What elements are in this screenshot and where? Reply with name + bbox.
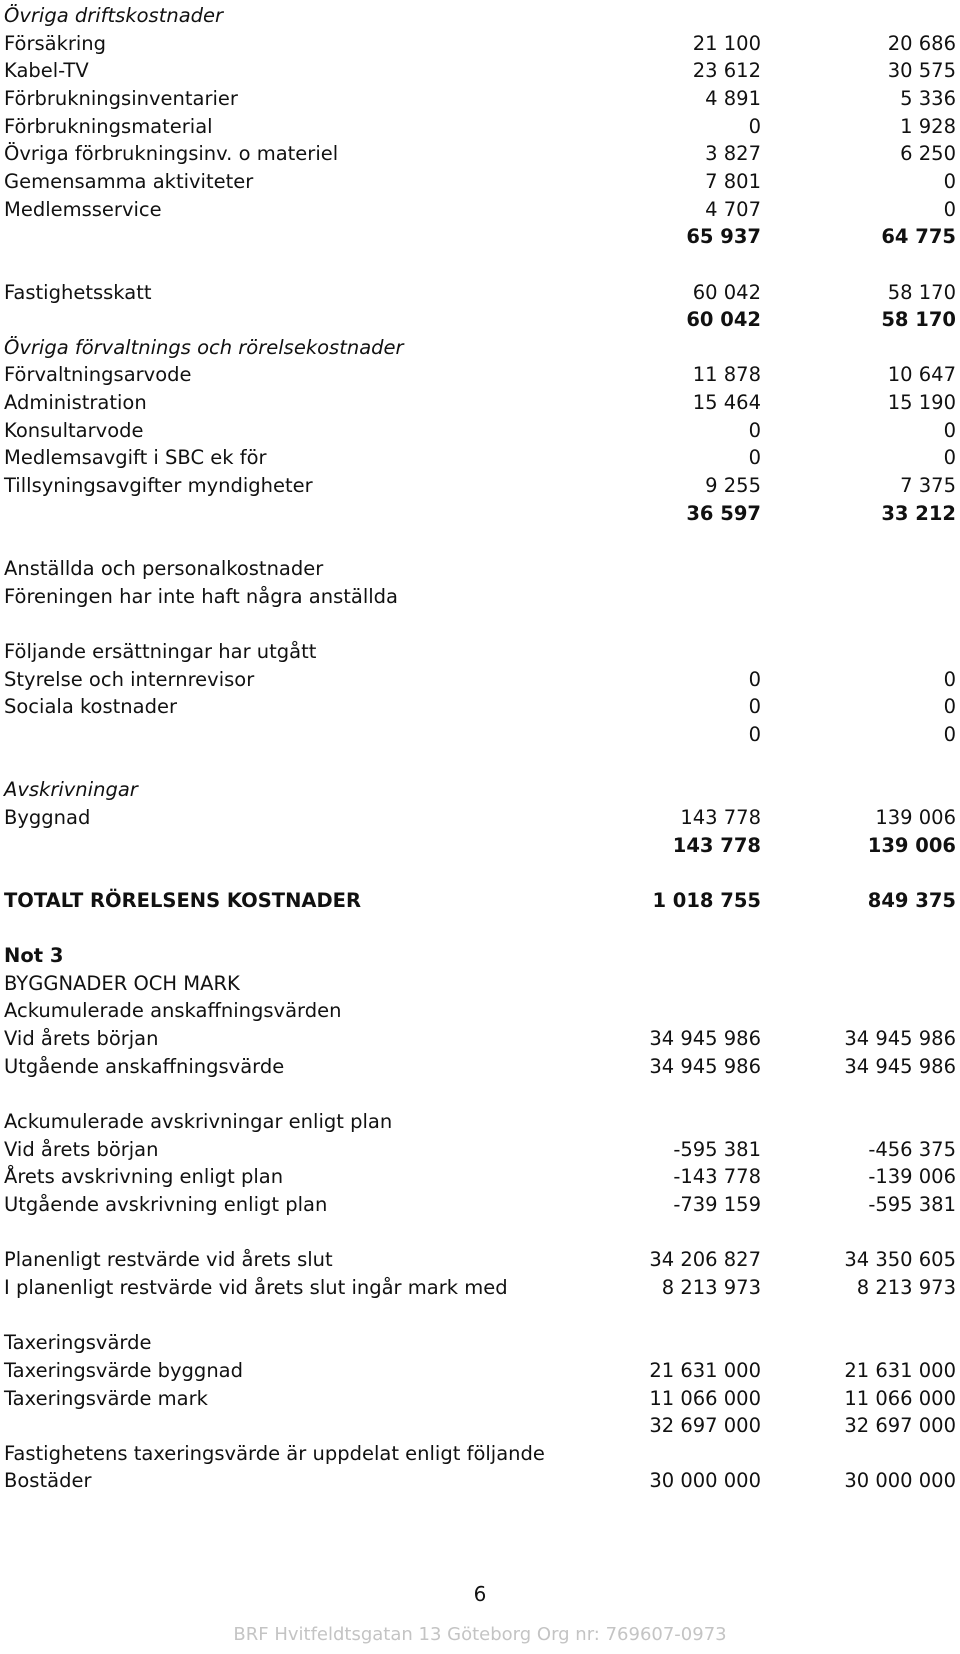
table-row xyxy=(4,803,960,832)
row-label: Sociala kostnader xyxy=(4,695,177,719)
value-current-year: 34 945 986 xyxy=(649,1054,761,1078)
value-previous-year: 0 xyxy=(943,418,956,442)
row-label: Fastighetsskatt xyxy=(4,280,152,304)
table-row xyxy=(4,1384,960,1413)
table-row xyxy=(4,969,960,998)
row-label: Administration xyxy=(4,391,147,415)
row-label: Förbrukningsinventarier xyxy=(4,86,238,110)
row-label: Anställda och personalkostnader xyxy=(4,557,324,580)
table-row xyxy=(4,748,960,777)
value-previous-year: 0 xyxy=(943,169,956,193)
table-row xyxy=(4,941,960,970)
row-label: Byggnad xyxy=(4,805,91,829)
table-row xyxy=(4,913,960,942)
table-row xyxy=(4,1411,960,1440)
value-previous-year: 30 000 000 xyxy=(844,1469,956,1493)
row-label: Tillsyningsavgifter myndigheter xyxy=(4,474,313,497)
row-label: Not 3 xyxy=(4,944,64,968)
table-row xyxy=(4,305,960,334)
table-row xyxy=(4,471,960,500)
table-row xyxy=(4,692,960,721)
row-label: Fastighetens taxeringsvärde är uppdelat enligt följande xyxy=(4,1441,545,1465)
row-label: Vid årets början xyxy=(4,1027,159,1050)
value-current-year: 21 631 000 xyxy=(649,1358,761,1382)
value-previous-year: -139 006 xyxy=(868,1165,956,1189)
value-previous-year: 32 697 000 xyxy=(844,1414,956,1438)
table-row xyxy=(4,609,960,638)
value-current-year: 7 801 xyxy=(705,169,761,193)
value-previous-year: 34 945 986 xyxy=(844,1027,956,1050)
value-current-year: 143 778 xyxy=(672,833,761,857)
table-row xyxy=(4,222,960,251)
value-current-year: 0 xyxy=(748,695,761,719)
value-previous-year: 0 xyxy=(943,667,956,691)
table-row xyxy=(4,333,960,362)
row-label: Följande ersättningar har utgått xyxy=(4,639,317,663)
row-label: Taxeringsvärde xyxy=(4,1331,152,1355)
table-row xyxy=(4,1328,960,1357)
value-current-year: 11 878 xyxy=(692,363,761,387)
value-previous-year: 30 575 xyxy=(887,59,956,83)
table-row xyxy=(4,167,960,196)
table-row xyxy=(4,1218,960,1247)
value-previous-year: 34 945 986 xyxy=(844,1054,956,1078)
table-row xyxy=(4,278,960,307)
table-row xyxy=(4,886,960,915)
value-previous-year: 7 375 xyxy=(900,474,956,497)
table-row xyxy=(4,665,960,694)
page-footer: BRF Hvitfeldtsgatan 13 Göteborg Org nr: 769607-0973 xyxy=(233,1624,727,1645)
row-label: Vid årets början xyxy=(4,1137,159,1161)
table-row xyxy=(4,858,960,887)
value-previous-year: 34 350 605 xyxy=(844,1248,956,1272)
value-previous-year: 0 xyxy=(943,722,956,746)
row-label: Ackumulerade anskaffningsvärden xyxy=(4,999,342,1023)
row-label: I planenligt restvärde vid årets slut ingår mark med xyxy=(4,1275,508,1299)
value-previous-year: 139 006 xyxy=(875,805,956,829)
row-label: Kabel-TV xyxy=(4,59,89,83)
value-current-year: 32 697 000 xyxy=(649,1414,761,1438)
page-number: 6 xyxy=(473,1582,487,1606)
table-row xyxy=(4,1024,960,1053)
table-row xyxy=(4,388,960,417)
table-row xyxy=(4,360,960,389)
row-label: Förvaltningsarvode xyxy=(4,363,192,387)
value-previous-year: 1 928 xyxy=(900,114,956,138)
row-label: Bostäder xyxy=(4,1469,92,1493)
value-previous-year: 64 775 xyxy=(881,225,956,249)
row-label: Försäkring xyxy=(4,31,107,55)
value-current-year: 0 xyxy=(748,722,761,746)
row-label: Taxeringsvärde byggnad xyxy=(4,1358,243,1382)
row-label: TOTALT RÖRELSENS KOSTNADER xyxy=(4,888,362,912)
value-current-year: 0 xyxy=(748,418,761,442)
table-row xyxy=(4,1162,960,1191)
value-current-year: 4 707 xyxy=(705,197,761,221)
value-current-year: 1 018 755 xyxy=(652,888,761,912)
row-label: Årets avskrivning enligt plan xyxy=(4,1165,284,1189)
value-current-year: 23 612 xyxy=(692,59,761,83)
value-previous-year: 15 190 xyxy=(887,391,956,415)
row-label: Övriga förvaltnings och rörelsekostnader xyxy=(4,335,404,359)
value-previous-year: 11 066 000 xyxy=(844,1386,956,1410)
table-row xyxy=(4,831,960,860)
value-current-year: 3 827 xyxy=(705,142,761,166)
table-row xyxy=(4,1356,960,1385)
value-current-year: 11 066 000 xyxy=(649,1386,761,1410)
value-current-year: 60 042 xyxy=(686,308,761,332)
table-row xyxy=(4,443,960,472)
table-row xyxy=(4,84,960,113)
table-row xyxy=(4,554,960,583)
table-row xyxy=(4,1245,960,1274)
table-row xyxy=(4,195,960,224)
value-previous-year: 0 xyxy=(943,197,956,221)
value-current-year: 4 891 xyxy=(705,86,761,110)
value-current-year: 0 xyxy=(748,114,761,138)
value-current-year: 30 000 000 xyxy=(649,1469,761,1493)
value-previous-year: 21 631 000 xyxy=(844,1358,956,1382)
table-row xyxy=(4,1107,960,1136)
value-previous-year: 139 006 xyxy=(867,833,956,857)
value-current-year: 36 597 xyxy=(686,501,761,525)
table-row xyxy=(4,1301,960,1330)
table-row xyxy=(4,1079,960,1108)
value-previous-year: 6 250 xyxy=(900,142,956,166)
table-row xyxy=(4,1439,960,1468)
row-label: Medlemsservice xyxy=(4,197,162,221)
table-row xyxy=(4,1,960,30)
value-current-year: 60 042 xyxy=(692,280,761,304)
table-row xyxy=(4,1052,960,1081)
row-label: Ackumulerade avskrivningar enligt plan xyxy=(4,1110,393,1133)
value-previous-year: 0 xyxy=(943,695,956,719)
table-row xyxy=(4,1135,960,1164)
value-current-year: 8 213 973 xyxy=(661,1275,761,1299)
table-row xyxy=(4,416,960,445)
row-label: Medlemsavgift i SBC ek för xyxy=(4,446,267,470)
value-current-year: 21 100 xyxy=(692,31,761,55)
table-row xyxy=(4,1466,960,1495)
value-current-year: 65 937 xyxy=(686,225,761,249)
value-previous-year: -595 381 xyxy=(868,1193,956,1216)
value-current-year: -739 159 xyxy=(673,1193,761,1216)
row-label: Taxeringsvärde mark xyxy=(4,1386,208,1410)
value-current-year: 34 206 827 xyxy=(649,1248,761,1272)
table-row xyxy=(4,720,960,749)
table-row xyxy=(4,1273,960,1302)
value-current-year: 15 464 xyxy=(692,391,761,415)
table-row xyxy=(4,637,960,666)
table-row xyxy=(4,499,960,528)
table-row xyxy=(4,29,960,58)
table-row xyxy=(4,56,960,85)
row-label: Övriga förbrukningsinv. o materiel xyxy=(4,142,339,166)
value-previous-year: 10 647 xyxy=(887,363,956,387)
table-row xyxy=(4,250,960,279)
value-current-year: 0 xyxy=(748,446,761,470)
value-previous-year: 33 212 xyxy=(881,501,956,525)
row-label: Övriga driftskostnader xyxy=(4,4,224,27)
value-current-year: 34 945 986 xyxy=(649,1027,761,1050)
table-row xyxy=(4,582,960,611)
row-label: Föreningen har inte haft några anställda xyxy=(4,584,398,608)
table-row xyxy=(4,1190,960,1219)
row-label: BYGGNADER OCH MARK xyxy=(4,971,240,995)
row-label: Gemensamma aktiviteter xyxy=(4,169,254,193)
value-current-year: -143 778 xyxy=(673,1165,761,1189)
row-label: Planenligt restvärde vid årets slut xyxy=(4,1248,333,1272)
value-previous-year: 0 xyxy=(943,446,956,470)
value-previous-year: -456 375 xyxy=(868,1137,956,1161)
value-previous-year: 5 336 xyxy=(900,86,956,110)
row-label: Styrelse och internrevisor xyxy=(4,667,255,691)
row-label: Avskrivningar xyxy=(4,778,138,802)
value-current-year: 9 255 xyxy=(705,474,761,497)
value-previous-year: 58 170 xyxy=(887,280,956,304)
row-label: Utgående anskaffningsvärde xyxy=(4,1054,285,1078)
value-previous-year: 20 686 xyxy=(887,31,956,55)
value-current-year: -595 381 xyxy=(673,1137,761,1161)
table-row xyxy=(4,112,960,141)
value-previous-year: 8 213 973 xyxy=(856,1275,956,1299)
table-row xyxy=(4,996,960,1025)
row-label: Utgående avskrivning enligt plan xyxy=(4,1193,328,1216)
value-current-year: 0 xyxy=(748,667,761,691)
value-previous-year: 849 375 xyxy=(867,888,956,912)
row-label: Konsultarvode xyxy=(4,418,144,442)
table-row xyxy=(4,526,960,555)
table-row xyxy=(4,139,960,168)
value-previous-year: 58 170 xyxy=(881,308,956,332)
table-row xyxy=(4,775,960,804)
row-label: Förbrukningsmaterial xyxy=(4,114,213,138)
value-current-year: 143 778 xyxy=(680,805,761,829)
